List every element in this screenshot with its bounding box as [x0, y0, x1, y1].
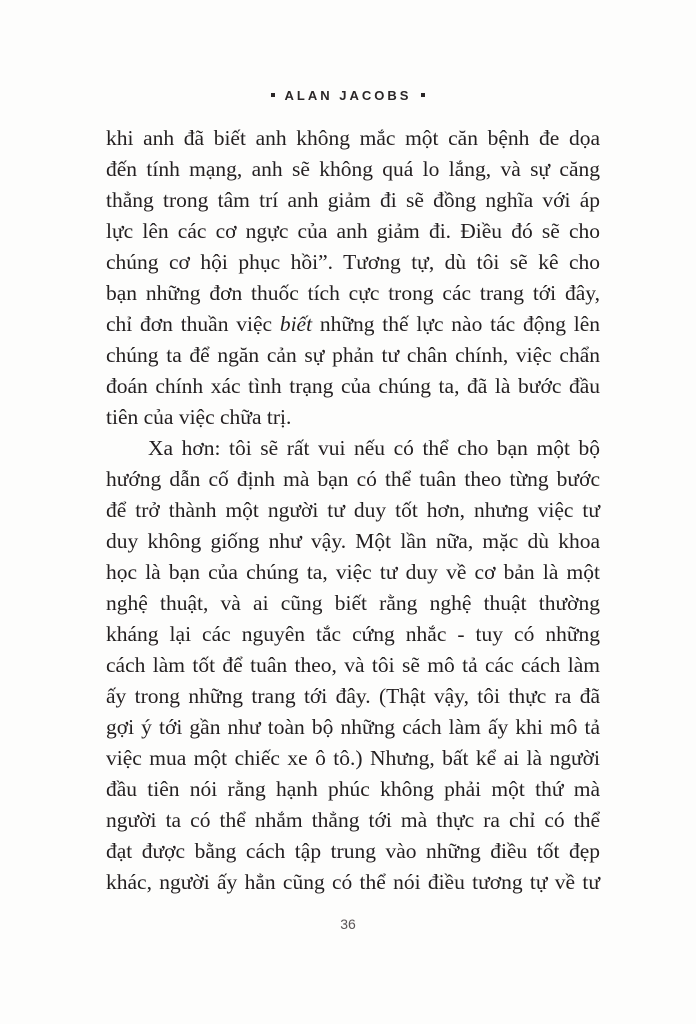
text-run: chỉ đơn thuần việc	[106, 312, 280, 336]
text-line: ấy trong những trang tới đây. (Thật vậy, tôi thực ra đã	[106, 684, 600, 708]
author-name: ALAN JACOBS	[284, 88, 412, 103]
text-line: hướng dẫn cố định mà bạn có thể tuân theo từng bước	[106, 467, 600, 491]
text-line: khác, người ấy hẳn cũng có thể nói điều tương tự về tư	[106, 870, 600, 894]
text-line: chúng cơ hội phục hồi”. Tương tự, dù tôi sẽ kê cho	[106, 250, 600, 274]
text-line: đến tính mạng, anh sẽ không quá lo lắng, và sự căng	[106, 157, 600, 181]
left-bullet-icon	[271, 93, 275, 97]
text-line: thẳng trong tâm trí anh giảm đi sẽ đồng nghĩa với áp	[106, 188, 600, 212]
running-head	[0, 88, 696, 103]
text-line: Xa hơn: tôi sẽ rất vui nếu có thể cho bạn một bộ	[148, 436, 600, 460]
text-line: lực lên các cơ ngực của anh giảm đi. Điều đó sẽ cho	[106, 219, 600, 243]
text-line: đoán chính xác tình trạng của chúng ta, đã là bước đầu	[106, 374, 600, 398]
text-line: cách làm tốt để tuân theo, và tôi sẽ mô tả các cách làm	[106, 653, 600, 677]
text-line: khi anh đã biết anh không mắc một căn bệnh đe dọa	[106, 126, 600, 150]
right-bullet-icon	[421, 93, 425, 97]
text-line: đạt được bằng cách tập trung vào những điều tốt đẹp	[106, 839, 600, 863]
text-line: bạn những đơn thuốc tích cực trong các trang tới đây,	[106, 281, 600, 305]
text-line: người ta có thể nhắm thẳng tới mà thực ra chỉ có thể	[106, 808, 600, 832]
text-line: duy không giống như vậy. Một lần nữa, mặc dù khoa	[106, 529, 600, 553]
page-number: 36	[340, 916, 356, 932]
text-line	[106, 309, 600, 340]
text-run: những thế lực nào tác động lên	[312, 312, 600, 336]
text-line: tiên của việc chữa trị.	[106, 405, 292, 429]
text-line: học là bạn của chúng ta, việc tư duy về cơ bản là một	[106, 560, 600, 584]
text-line: gợi ý tới gần như toàn bộ những cách làm ấy khi mô tả	[106, 715, 600, 739]
text-line: nghệ thuật, và ai cũng biết rằng nghệ thuật thường	[106, 591, 600, 615]
text-line: đầu tiên nói rằng hạnh phúc không phải một thứ mà	[106, 777, 600, 801]
text-line: để trở thành một người tư duy tốt hơn, nhưng việc tư	[106, 498, 600, 522]
text-line: việc mua một chiếc xe ô tô.) Nhưng, bất kể ai là người	[106, 746, 600, 770]
text-line: kháng lại các nguyên tắc cứng nhắc - tuy có những	[106, 622, 600, 646]
body-text	[106, 123, 600, 898]
emphasized-word: biết	[279, 312, 313, 336]
text-line: chúng ta để ngăn cản sự phản tư chân chính, việc chẩn	[106, 343, 600, 367]
